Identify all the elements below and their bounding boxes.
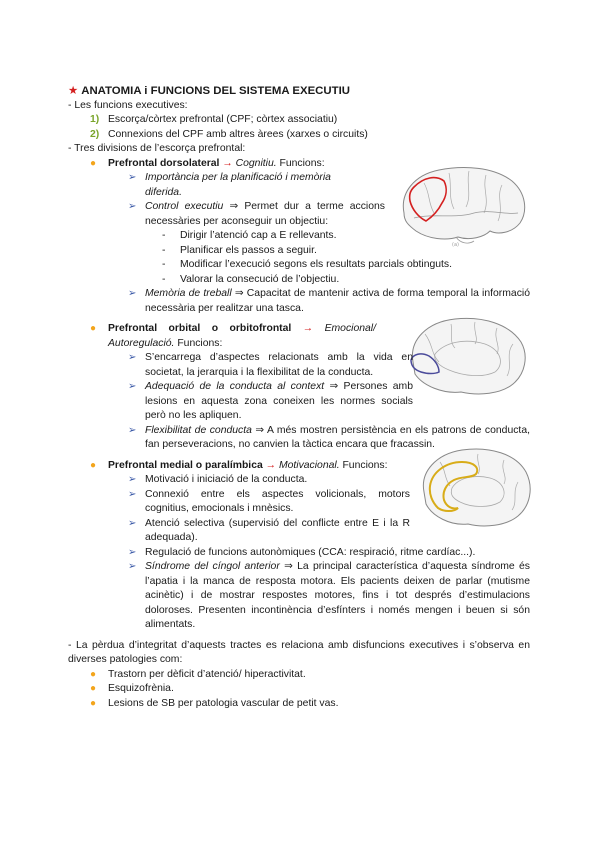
control-step: - Valorar la consecució de l’objectiu. bbox=[162, 273, 340, 285]
pathology-item: ● Esquizofrènia. bbox=[68, 682, 530, 697]
item-text: Connexions del CPF amb altres àrees (xarxes o circuits) bbox=[108, 128, 368, 140]
arrow-bullet-icon: ➢ bbox=[128, 352, 137, 363]
item-number: 2) bbox=[90, 128, 100, 140]
medial-item-cingulate-syndrome: ➢ Síndrome del cíngol anterior ⇒ La principal característica d’aquesta síndrome és l’apatia i la manca de resposta motora. Els pacients deixen de parlar (mutisme acinètic) i de mostrar respostes motores, fins i tot després d’estimulacions doloroses. Presenten incontinència d’esfínters i només mengen i beuen si són alimentats. bbox=[128, 561, 530, 630]
numbered-item bbox=[68, 128, 530, 143]
control-step: - Dirigir l’atenció cap a E rellevants. bbox=[162, 230, 337, 241]
medial-item-connection: ➢ Connexió entre els aspectes volicionals, motors cognitius, emocionals i mnèsics. bbox=[128, 488, 410, 514]
arrow-bullet-icon: ➢ bbox=[128, 288, 137, 299]
arrow-bullet-icon: ➢ bbox=[128, 172, 137, 183]
orbital-item-social: ➢ S’encarrega d’aspectes relacionats amb la vida en societat, la jerarquia i la flexibilitat de la conducta. bbox=[128, 352, 413, 378]
arrow-bullet-icon: ➢ bbox=[128, 488, 137, 500]
arrow-bullet-icon: ➢ bbox=[128, 561, 137, 572]
item-number: 1) bbox=[90, 114, 100, 125]
control-step: - Modificar l’execució segons els resultats parcials obtinguts. bbox=[162, 259, 453, 270]
arrow-bullet-icon: ➢ bbox=[128, 517, 137, 529]
dorsolateral-item-planning: ➢ Importància per la planificació i memòria diferida. bbox=[128, 172, 331, 198]
svg-text:(a): (a) bbox=[452, 242, 459, 248]
numbered-item bbox=[68, 113, 530, 128]
arrow-bullet-icon: ➢ bbox=[128, 546, 137, 558]
section-orbital-heading: ● Prefrontal orbital o orbitofrontal → Emocional/ Autoregulació. Funcions: bbox=[90, 323, 376, 349]
bullet-icon: ● bbox=[90, 323, 97, 334]
arrow-bullet-icon: ➢ bbox=[128, 381, 137, 392]
arrow-bullet-icon: ➢ bbox=[128, 201, 137, 212]
orbital-item-flexibility: ➢ Flexibilitat de conducta ⇒ A més mostren persistència en els patrons de conducta, fan perseveracions, no canvien la tàctica encara que fracassin. bbox=[128, 424, 530, 450]
medial-item-motivation: ➢ Motivació i iniciació de la conducta. bbox=[68, 473, 530, 488]
pathology-item: ● Trastorn per dèficit d’atenció/ hiperactivitat. bbox=[68, 668, 530, 683]
medial-item-attention: ➢ Atenció selectiva (supervisió del conflicte entre E i la R adequada). bbox=[128, 517, 410, 543]
bullet-icon: ● bbox=[90, 459, 97, 471]
bullet-icon: ● bbox=[90, 683, 97, 694]
bullet-icon: ● bbox=[90, 157, 97, 169]
divisions-intro: - Tres divisions de l’escorça prefrontal: bbox=[68, 143, 246, 154]
dorsolateral-item-working-memory: ➢ Memòria de treball ⇒ Capacitat de mantenir activa de forma temporal la informació necessària per realitzar una tasca. bbox=[128, 288, 530, 314]
medial-item-autonomic: ➢ Regulació de funcions autonòmiques (CCA: respiració, ritme cardíac...). bbox=[68, 546, 530, 561]
dorsolateral-item-control: ➢ Control executiu ⇒ Permet dur a terme accions necessàries per aconseguir un objectiu: bbox=[128, 201, 385, 227]
star-icon: ★ bbox=[68, 85, 79, 97]
orbital-item-context: ➢ Adequació de la conducta al context ⇒ Persones amb lesions en aquesta zona coneixen les normes socials però no les apliquen. bbox=[128, 381, 413, 421]
bullet-icon: ● bbox=[90, 697, 97, 709]
page-title bbox=[68, 84, 530, 99]
arrow-bullet-icon: ➢ bbox=[128, 474, 137, 485]
pathology-item: ● Lesions de SB per patologia vascular de petit vas. bbox=[68, 697, 530, 712]
control-step: - Planificar els passos a seguir. bbox=[162, 244, 317, 256]
document-body bbox=[68, 84, 530, 711]
intro-line: - Les funcions executives: bbox=[68, 99, 188, 111]
section-medial-heading: ● Prefrontal medial o paralímbica → Motivacional. Funcions: bbox=[68, 459, 408, 474]
item-text: Escorça/còrtex prefrontal (CPF; còrtex associatiu) bbox=[108, 114, 338, 125]
pathology-intro: - La pèrdua d’integritat d’aquests tractes es relaciona amb disfuncions executives i s’observa en diverses patologies com: bbox=[68, 639, 530, 665]
arrow-bullet-icon: ➢ bbox=[128, 424, 137, 436]
bullet-icon: ● bbox=[90, 668, 97, 680]
page-title-text: ANATOMIA i FUNCIONS DEL SISTEMA EXECUTIU bbox=[81, 85, 350, 97]
section-dorsolateral-heading: ● Prefrontal dorsolateral → Cognitiu. Funcions: bbox=[68, 157, 398, 172]
